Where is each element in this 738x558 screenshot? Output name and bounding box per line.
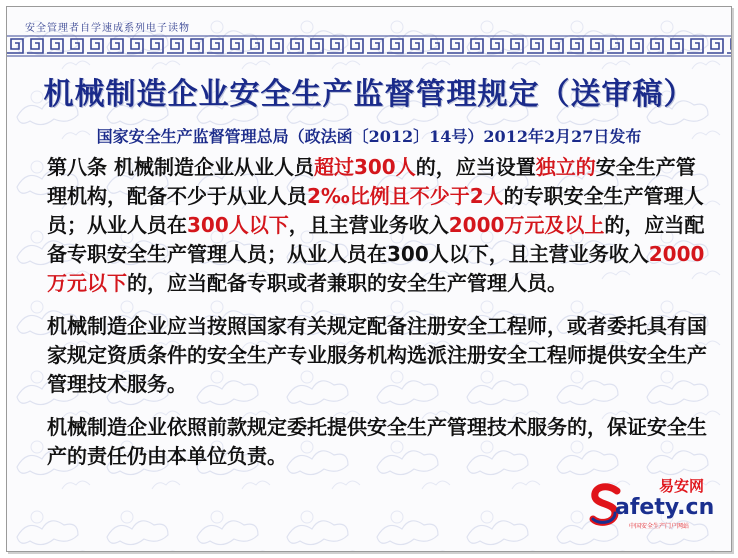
highlight-segment: 独立的 (535, 155, 596, 179)
text-segment: 的专职安全生产管理人员；从业人员在 (47, 184, 704, 237)
text-segment: ，且主营业务收入 (288, 213, 449, 237)
highlight-segment: 2000万元及以上 (448, 213, 605, 237)
text-segment: 的，应当配备专职安全生产管理人员；从业人员在300人以下，且主营业务收入 (47, 213, 705, 266)
regulation-body (47, 153, 712, 485)
site-logo[interactable] (589, 475, 719, 533)
logo-cn-name: 易安网 (659, 477, 705, 495)
highlight-segment: 超过300人 (313, 155, 416, 179)
page-title: 机械制造企业安全生产监督管理规定（送审稿） (43, 77, 695, 112)
series-tag: 安全管理者自学速成系列电子读物 (25, 23, 190, 34)
text-segment: 安全生产管理机构，配备不少于从业人员 (47, 155, 696, 208)
text-segment: 第八条 机械制造企业从业人员 (47, 155, 314, 179)
highlight-segment: 2‰比例且不少于2人 (307, 184, 504, 208)
highlight-segment: 2000万元以下 (47, 242, 705, 295)
slide (6, 6, 732, 552)
meander-border (7, 35, 731, 57)
text-segment: 的，应当配备专职或者兼职的安全生产管理人员。 (127, 271, 567, 295)
paragraph-article-8 (47, 153, 712, 298)
document-source: 国家安全生产监督管理总局（政法函〔2012〕14号）2012年2月27日发布 (96, 127, 642, 146)
paragraph-responsibility (47, 413, 712, 471)
highlight-segment: 300人以下 (187, 213, 289, 237)
logo-tagline: 中国安全生产门户网站 (629, 523, 690, 530)
text-segment: 的，应当设置 (415, 155, 536, 179)
text-segment: 机械制造企业依照前款规定委托提供安全生产管理技术服务的，保证安全生产的责任仍由本单位负责。 (47, 415, 707, 468)
text-segment: 机械制造企业应当按照国家有关规定配备注册安全工程师，或者委托具有国家规定资质条件的安全生产专业服务机构选派注册安全工程师提供安全生产管理技术服务。 (47, 314, 707, 396)
paragraph-engineer (47, 312, 712, 399)
logo-domain: afety.cn (615, 495, 715, 520)
